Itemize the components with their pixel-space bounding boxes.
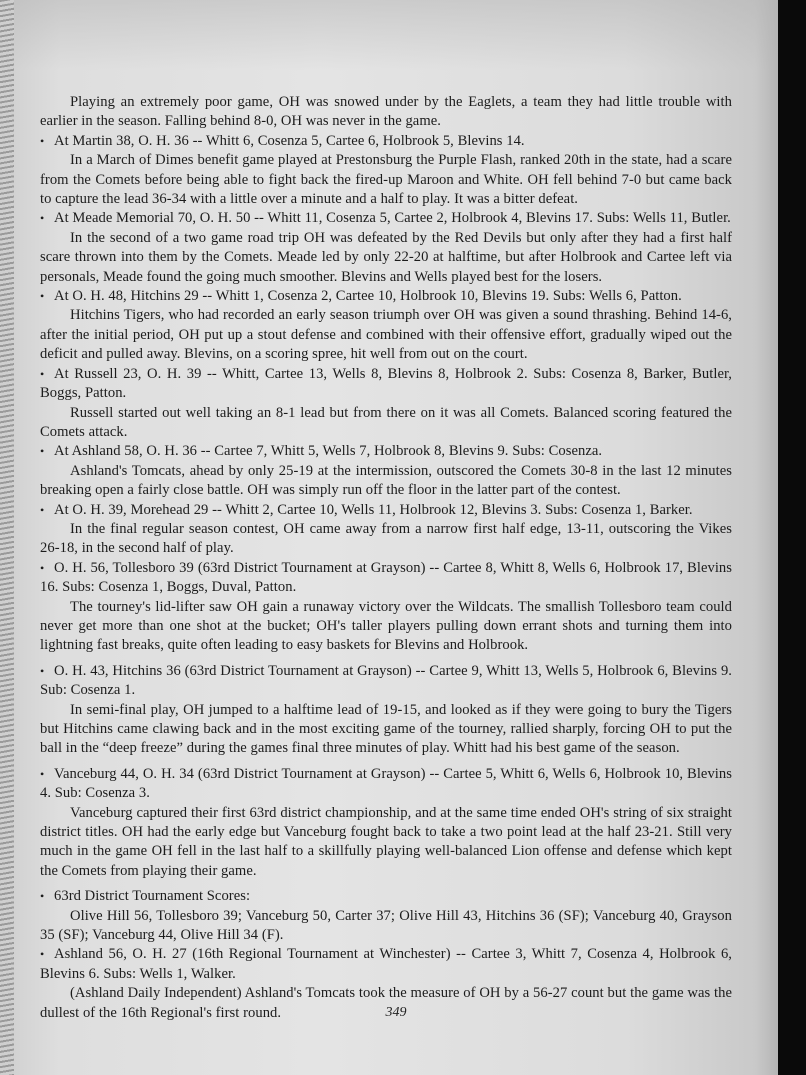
paragraph: In semi-final play, OH jumped to a halftime lead of 19-15, and looked as if they were going to bury the Tigers but Hitchins came clawing back and in the most exciting game of the tourney, rallied sharply, forcing OH to put the ball in the “deep freeze” during the games final three minutes of play. Whitt had his best game of the season.: [40, 701, 732, 757]
book-binding-edge: [0, 0, 14, 1075]
page-shadow: [14, 0, 778, 70]
bullet-icon: •: [40, 663, 45, 678]
game-result-entry: [40, 365, 732, 404]
bullet-icon: •: [40, 133, 45, 148]
game-result-entry: [40, 501, 732, 520]
bullet-icon: •: [40, 211, 45, 226]
paragraph: In the final regular season contest, OH came away from a narrow first half edge, 13-11, outscoring the Vikes 26-18, in the second half of play.: [40, 520, 732, 557]
game-result-entry: [40, 287, 732, 306]
game-result-entry: [40, 945, 732, 984]
bullet-icon: •: [40, 289, 45, 304]
entry-text: 63rd District Tournament Scores:: [54, 888, 251, 905]
game-result-entry: [40, 132, 732, 151]
game-result-entry: [40, 209, 732, 228]
paragraph: (Ashland Daily Independent) Ashland's Tomcats took the measure of OH by a 56-27 count but the game was the dullest of the 16th Regional's first round.: [40, 985, 732, 1021]
paragraph: Russell started out well taking an 8-1 lead but from there on it was all Comets. Balanced scoring featured the Comets attack.: [40, 404, 732, 440]
game-result-entry: [40, 442, 732, 461]
tournament-scores: Olive Hill 56, Tollesboro 39; Vanceburg 50, Carter 37; Olive Hill 43, Hitchins 36 (SF); Vanceburg 40, Grayson 35 (SF); Vanceburg 44, Olive Hill 34 (F).: [40, 907, 732, 944]
bullet-icon: •: [40, 889, 45, 904]
game-result-entry: [40, 559, 732, 598]
entry-text: O. H. 43, Hitchins 36 (63rd District Tournament at Grayson) -- Cartee 9, Whitt 13, Wells 5, Holbrook 6, Blevins 9. Sub: Cosenza 1.: [40, 662, 732, 699]
tournament-scores-heading: [40, 887, 732, 906]
bullet-icon: •: [40, 766, 45, 781]
paragraph: Hitchins Tigers, who had recorded an early season triumph over OH was given a sound thrashing. Behind 14-6, after the initial period, OH put up a stout defense and combined with their offensive effort, gradually wiped out the deficit and pulled away. Blevins, on a scoring spree, hit well from out on the court.: [40, 307, 732, 363]
entry-text: At O. H. 39, Morehead 29 -- Whitt 2, Cartee 10, Wells 11, Holbrook 12, Blevins 3. Subs: Cosenza 1, Barker.: [54, 501, 693, 518]
bullet-icon: •: [40, 444, 45, 459]
entry-text: At Meade Memorial 70, O. H. 50 -- Whitt 11, Cosenza 5, Cartee 2, Holbrook 4, Blevins 17. Subs: Wells 11, Butler.: [54, 210, 731, 227]
bullet-icon: •: [40, 366, 45, 381]
background-edge: [778, 0, 806, 1075]
paragraph: Playing an extremely poor game, OH was snowed under by the Eaglets, a team they had little trouble with earlier in the season. Falling behind 8-0, OH was never in the game.: [40, 94, 732, 130]
bullet-icon: •: [40, 502, 45, 517]
entry-text: O. H. 56, Tollesboro 39 (63rd District Tournament at Grayson) -- Cartee 8, Whitt 8, Wells 6, Holbrook 17, Blevins 16. Subs: Cosenza 1, Boggs, Duval, Patton.: [40, 559, 732, 596]
game-result-entry: [40, 765, 732, 804]
entry-text: At Ashland 58, O. H. 36 -- Cartee 7, Whitt 5, Wells 7, Holbrook 8, Blevins 9. Subs: Cosenza.: [54, 443, 603, 460]
book-page: [14, 0, 778, 1075]
game-result-entry: [40, 662, 732, 701]
paragraph: In a March of Dimes benefit game played at Prestonsburg the Purple Flash, ranked 20th in the state, had a scare from the Comets before being able to fight back the fired-up Maroon and White. OH fell behind 7-0 but came back to capture the lead 36-34 with a little over a minute and a half to play. It was a bitter defeat.: [40, 152, 732, 208]
page-body: [40, 93, 732, 1023]
entry-text: At Russell 23, O. H. 39 -- Whitt, Cartee 13, Wells 8, Blevins 8, Holbrook 2. Subs: Cosenza 8, Barker, Butler, Boggs, Patton.: [40, 365, 732, 402]
paragraph: The tourney's lid-lifter saw OH gain a runaway victory over the Wildcats. The smallish Tollesboro team could never get more than one shot at the bucket; OH's taller players pulling down errant shots and turning them into lightning fast breaks, quite often leading to easy baskets for Blevins and Holbrook.: [40, 598, 732, 654]
page-number: 349: [385, 1005, 407, 1020]
entry-text: Vanceburg 44, O. H. 34 (63rd District Tournament at Grayson) -- Cartee 5, Whitt 6, Wells 6, Holbrook 10, Blevins 4. Sub: Cosenza 3.: [40, 765, 732, 802]
entry-text: At Martin 38, O. H. 36 -- Whitt 6, Cosenza 5, Cartee 6, Holbrook 5, Blevins 14.: [54, 132, 525, 149]
entry-text: Ashland 56, O. H. 27 (16th Regional Tournament at Winchester) -- Cartee 3, Whitt 7, Cosenza 4, Holbrook 6, Blevins 6. Subs: Wells 1, Walker.: [40, 946, 732, 982]
entry-text: At O. H. 48, Hitchins 29 -- Whitt 1, Cosenza 2, Cartee 10, Holbrook 10, Blevins 19. Subs: Wells 6, Patton.: [54, 288, 682, 305]
bullet-icon: •: [40, 560, 45, 575]
paragraph: In the second of a two game road trip OH was defeated by the Red Devils but only after they had a first half scare thrown into them by the Comets. Meade led by only 22-20 at halftime, but after Holbrook and Cartee left via personals, Meade found the going much smoother. Blevins and Wells played best for the losers.: [40, 229, 732, 285]
bullet-icon: •: [40, 947, 45, 962]
paragraph: Ashland's Tomcats, ahead by only 25-19 at the intermission, outscored the Comets 30-8 in the last 12 minutes breaking open a fairly close battle. OH was simply run off the floor in the latter part of the contest.: [40, 462, 732, 499]
paragraph: Vanceburg captured their first 63rd district championship, and at the same time ended OH's string of six straight district titles. OH had the early edge but Vanceburg fought back to take a two point lead at the half 23-21. Still very much in the game OH fell in the last half to a skillfully playing well-balanced Lion offense and defense which kept the Comets from playing their game.: [40, 804, 732, 879]
